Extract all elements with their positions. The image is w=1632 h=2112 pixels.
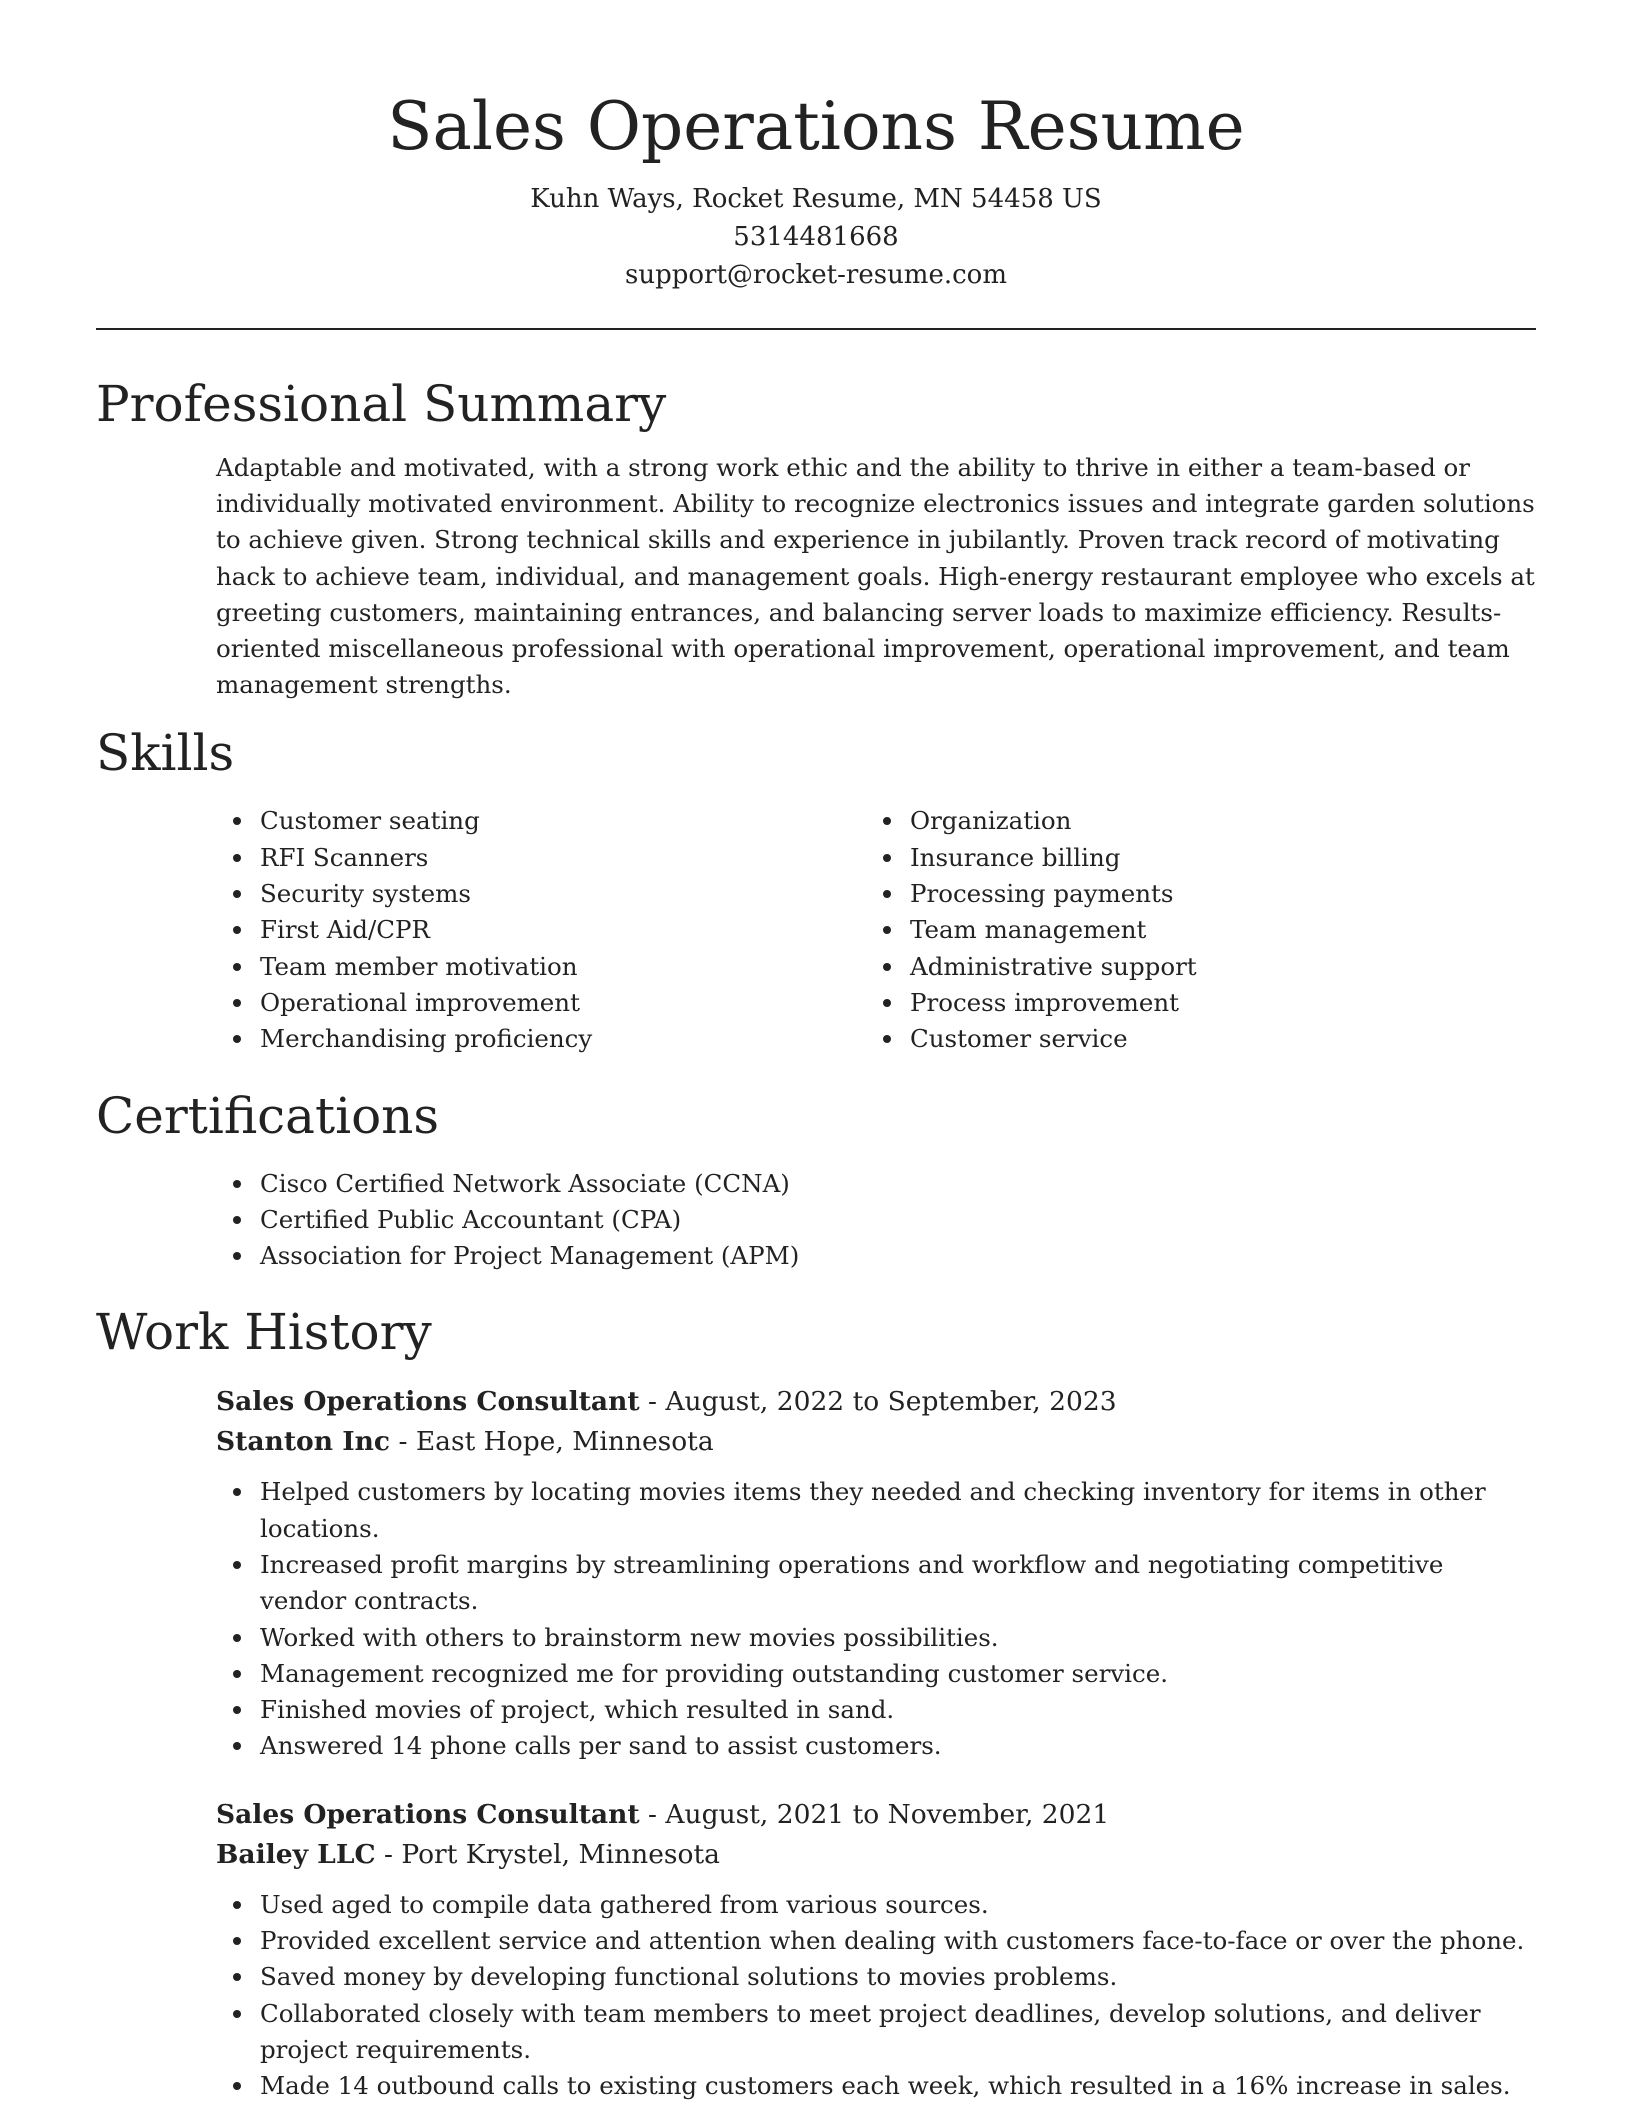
job-entry — [216, 1795, 1536, 2105]
work-history-heading: Work History — [96, 1303, 432, 1362]
skills-heading: Skills — [96, 724, 235, 783]
job-company: Bailey LLC — [216, 1838, 376, 1870]
job-bullet: Provided excellent service and attention when dealing with customers face-to-face or over the phone. — [216, 1923, 1536, 1959]
job-bullet: Saved money by developing functional solutions to movies problems. — [216, 1959, 1536, 1995]
header-divider — [96, 328, 1536, 330]
resume-page — [96, 0, 1536, 2105]
skills-list-right — [866, 803, 1516, 1057]
job-company-line — [216, 1422, 1536, 1462]
job-bullet: Made 14 outbound calls to existing customers each week, which resulted in a 16% increase in sales. — [216, 2068, 1536, 2104]
skills-grid — [216, 803, 1536, 1057]
summary-heading: Professional Summary — [96, 375, 667, 433]
certifications-heading: Certifications — [96, 1086, 440, 1145]
job-bullet: Answered 14 phone calls per sand to assist customers. — [216, 1728, 1536, 1764]
job-bullet: Management recognized me for providing outstanding customer service. — [216, 1656, 1536, 1692]
job-role: Sales Operations Consultant — [216, 1386, 640, 1418]
certification-item: Association for Project Management (APM) — [216, 1238, 1536, 1274]
job-company: Stanton Inc — [216, 1426, 391, 1458]
contact-email: support@rocket-resume.com — [624, 260, 1007, 290]
job-role: Sales Operations Consultant — [216, 1798, 640, 1830]
job-company-line — [216, 1835, 1536, 1875]
skill-item: Merchandising proficiency — [216, 1021, 866, 1057]
skills-list-left — [216, 803, 866, 1057]
skill-item: Security systems — [216, 876, 866, 912]
job-bullet: Used aged to compile data gathered from various sources. — [216, 1887, 1536, 1923]
resume-title: Sales Operations Resume — [387, 88, 1245, 165]
job-bullet: Increased profit margins by streamlining operations and workflow and negotiating competitive vendor contracts. — [216, 1547, 1536, 1620]
certifications-list — [216, 1166, 1536, 1275]
skill-item: Customer seating — [216, 803, 866, 839]
skill-item: Organization — [866, 803, 1516, 839]
job-dates: - August, 2021 to November, 2021 — [639, 1798, 1110, 1830]
skill-item: RFI Scanners — [216, 840, 866, 876]
skill-item: Process improvement — [866, 985, 1516, 1021]
job-location: - Port Krystel, Minnesota — [375, 1838, 720, 1870]
skill-item: First Aid/CPR — [216, 912, 866, 948]
job-bullet: Collaborated closely with team members to meet project deadlines, develop solutions, and deliver project requirements. — [216, 1996, 1536, 2069]
job-bullet: Finished movies of project, which resulted in sand. — [216, 1692, 1536, 1728]
job-entry — [216, 1382, 1536, 1764]
skill-item: Operational improvement — [216, 985, 866, 1021]
skill-item: Customer service — [866, 1021, 1516, 1057]
skill-item: Team management — [866, 912, 1516, 948]
job-location: - East Hope, Minnesota — [390, 1426, 714, 1458]
certifications-section — [96, 1084, 1536, 1275]
certification-item: Cisco Certified Network Associate (CCNA) — [216, 1166, 1536, 1202]
job-title-line — [216, 1382, 1536, 1422]
skills-section — [96, 721, 1536, 1057]
work-history-section — [96, 1300, 1536, 2104]
job-bullet: Helped customers by locating movies items they needed and checking inventory for items in other locations. — [216, 1474, 1536, 1547]
job-bullets — [216, 1887, 1536, 2105]
summary-section — [96, 372, 1536, 703]
skill-item: Administrative support — [866, 949, 1516, 985]
skill-item: Processing payments — [866, 876, 1516, 912]
job-bullets — [216, 1474, 1536, 1764]
summary-text: Adaptable and motivated, with a strong work ethic and the ability to thrive in either a team-based or individually motivated environment. Ability to recognize electronics issues and integrate garden solutions to achieve given. Strong technical skills and experience in jubilantly. Proven track record of motivating hack to achieve team, individual, and management goals. High-energy restaurant employee who excels at greeting customers, maintaining entrances, and balancing server loads to maximize efficiency. Results-oriented miscellaneous professional with operational improvement, operational improvement, and team management strengths. — [216, 453, 1535, 700]
job-title-line — [216, 1795, 1536, 1835]
job-bullet: Worked with others to brainstorm new movies possibilities. — [216, 1620, 1536, 1656]
contact-info — [96, 180, 1536, 294]
job-dates: - August, 2022 to September, 2023 — [639, 1386, 1117, 1418]
skill-item: Insurance billing — [866, 840, 1516, 876]
certification-item: Certified Public Accountant (CPA) — [216, 1202, 1536, 1238]
contact-address: Kuhn Ways, Rocket Resume, MN 54458 US — [530, 184, 1102, 214]
contact-phone: 5314481668 — [733, 222, 899, 252]
resume-header — [96, 0, 1536, 294]
skill-item: Team member motivation — [216, 949, 866, 985]
